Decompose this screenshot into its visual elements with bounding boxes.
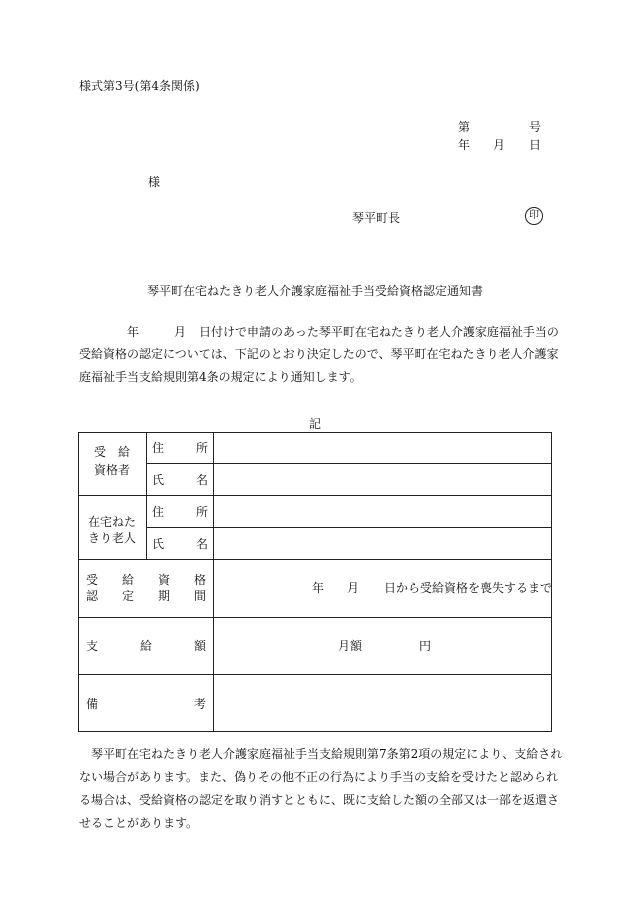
intro-line2: 受給資格の認定については、下記のとおり決定したので、琴平町在宅ねたきり老人介護家	[79, 347, 559, 361]
notes-line3: る場合は、受給資格の認定を取り消すとともに、既に支給した額の全部又は一部を返還さ	[79, 793, 560, 807]
address-char-1: 住	[152, 505, 165, 519]
seal-mark	[525, 207, 543, 225]
document-title: 琴平町在宅ねたきり老人介護家庭福祉手当受給資格認定通知書	[146, 284, 483, 298]
period-char: 受	[86, 573, 99, 587]
addressee-suffix: 様	[148, 175, 161, 189]
bedridden-address-field[interactable]	[214, 496, 551, 527]
notes-paragraph	[79, 743, 563, 835]
notes-line1: 琴平町在宅ねたきり老人介護家庭福祉手当支給規則第7条第2項の規定により、支給され	[91, 747, 563, 761]
remarks-label	[86, 698, 206, 710]
recipient-label-line1: 受 給	[93, 445, 130, 459]
table-rule	[146, 432, 147, 559]
period-char: 資	[157, 573, 170, 587]
address-char-1: 住	[152, 441, 165, 455]
period-month: 月	[347, 581, 360, 595]
bedridden-label-line2: きり老人	[87, 531, 136, 545]
date-month: 月	[493, 138, 506, 152]
table-rule	[78, 617, 552, 618]
bedridden-address-label	[152, 506, 208, 518]
amount-char: 額	[193, 639, 206, 653]
period-char: 格	[193, 573, 206, 587]
amount-monthly-label: 月額	[338, 639, 363, 653]
intro-line3: 庭福祉手当支給規則第4条の規定により通知します。	[79, 370, 362, 384]
period-char: 給	[121, 573, 134, 587]
period-char: 期	[157, 589, 170, 603]
recipient-address-label	[152, 442, 208, 454]
address-char-2: 所	[195, 505, 208, 519]
name-char-1: 氏	[152, 537, 165, 551]
intro-paragraph	[79, 320, 559, 389]
ki-marker: 記	[308, 417, 321, 431]
date-day: 日	[529, 138, 542, 152]
remarks-field[interactable]	[214, 675, 551, 731]
amount-yen-label: 円	[419, 639, 432, 653]
name-char-1: 氏	[152, 473, 165, 487]
amount-label	[86, 640, 206, 652]
recipient-name-label	[152, 474, 208, 486]
notes-line4: せることがあります。	[79, 816, 199, 830]
period-value-text: 日から受給資格を喪失するまで	[384, 581, 553, 595]
recipient-address-field[interactable]	[214, 433, 551, 463]
amount-char: 支	[86, 639, 99, 653]
period-char: 間	[193, 589, 206, 603]
certification-table	[78, 432, 552, 732]
intro-line1: 日付けで申請のあった琴平町在宅ねたきり老人介護家庭福祉手当の	[199, 325, 559, 339]
recipient-label-line2: 資格者	[93, 463, 130, 477]
recipient-name-field[interactable]	[214, 464, 551, 495]
name-char-2: 名	[195, 473, 208, 487]
bedridden-name-label	[152, 538, 208, 550]
seal-icon: 印	[529, 210, 539, 221]
address-char-2: 所	[195, 441, 208, 455]
amount-char: 給	[139, 639, 152, 653]
remarks-char: 考	[193, 697, 206, 711]
name-char-2: 名	[195, 537, 208, 551]
intro-month: 月	[174, 325, 187, 339]
bedridden-name-field[interactable]	[214, 528, 551, 559]
remarks-char: 備	[86, 697, 99, 711]
period-label-line2	[86, 590, 206, 602]
bedridden-label-line1: 在宅ねた	[87, 515, 136, 529]
table-rule	[78, 559, 552, 560]
document-number-suffix: 号	[529, 120, 542, 134]
notes-line2: ない場合があります。また、偽りその他不正の行為により手当の支給を受けたと認められ	[79, 770, 559, 784]
date-year: 年	[458, 138, 471, 152]
document-number-prefix: 第	[458, 120, 471, 134]
period-char: 定	[121, 589, 134, 603]
intro-year: 年	[127, 325, 140, 339]
form-number: 様式第3号(第4条関係)	[79, 79, 200, 93]
period-year: 年	[312, 581, 325, 595]
issuer-title: 琴平町長	[352, 211, 401, 225]
period-label-line1	[86, 574, 206, 586]
period-char: 認	[86, 589, 99, 603]
